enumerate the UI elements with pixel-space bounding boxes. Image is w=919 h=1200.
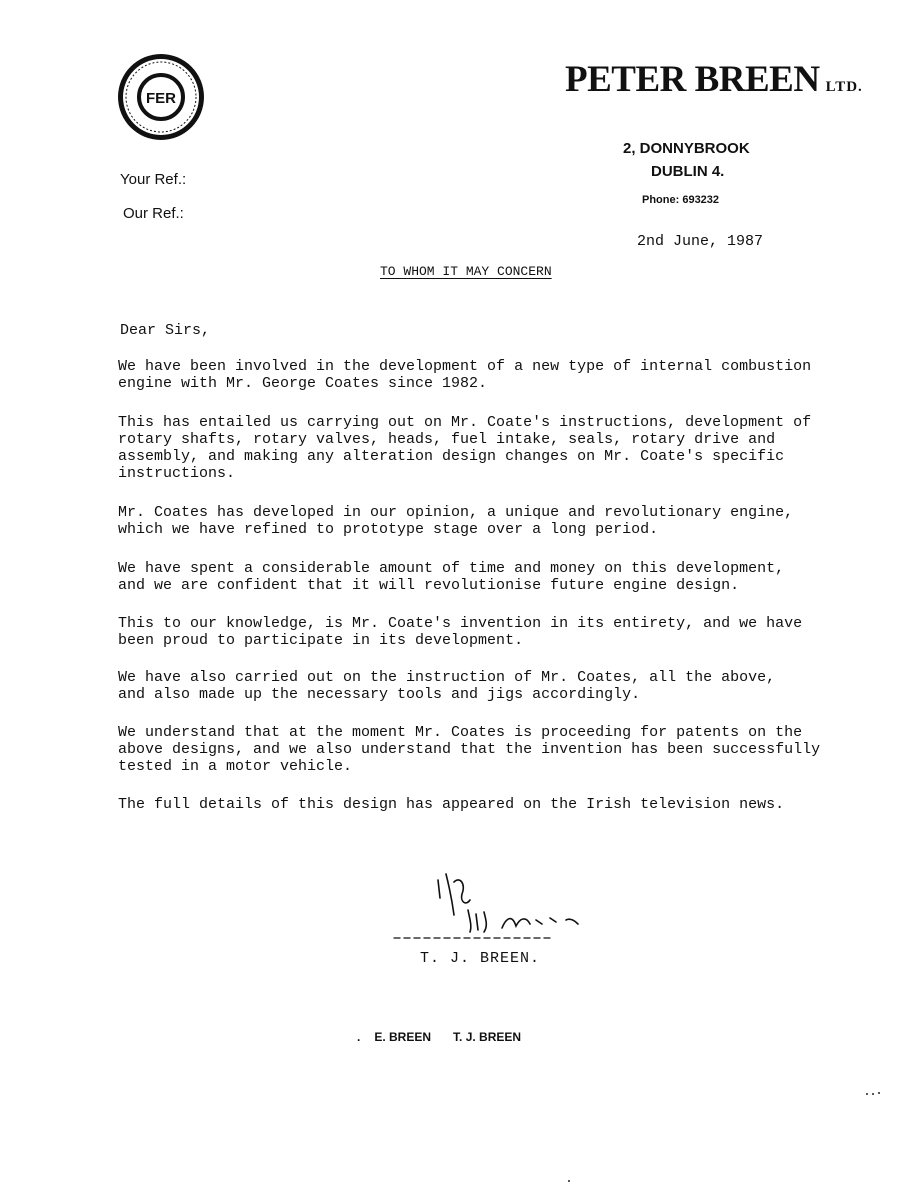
company-suffix: LTD. <box>825 79 863 95</box>
paragraph-4 <box>118 560 784 594</box>
our-ref-label: Our Ref.: <box>123 205 184 222</box>
director-name: T. J. BREEN <box>453 1030 522 1044</box>
scan-speck <box>872 1093 874 1095</box>
paragraph-line: We understand that at the moment Mr. Coates is proceeding for patents on the <box>118 724 803 741</box>
letter-date: 2nd June, 1987 <box>637 233 764 250</box>
paragraph-line: and we are confident that it will revolutionise future engine design. <box>118 577 740 594</box>
paragraph-line: been proud to participate in its development. <box>118 632 524 649</box>
company-name: PETER BREEN LTD. <box>565 59 863 100</box>
paragraph-1 <box>118 358 811 392</box>
paragraph-line: engine with Mr. George Coates since 1982. <box>118 375 488 392</box>
phone-number: Phone: 693232 <box>642 194 720 206</box>
paragraph-line: We have been involved in the development of a new type of internal combustion <box>118 358 812 375</box>
footer-dot: . <box>357 1030 361 1044</box>
svg-text:FER: FER <box>146 90 176 107</box>
paragraph-line: We have also carried out on the instruction of Mr. Coates, all the above, <box>118 669 776 686</box>
scan-speck <box>568 1180 570 1182</box>
paragraph-line: above designs, and we also understand that the invention has been successfully <box>118 741 821 758</box>
director-name: E. BREEN <box>374 1030 432 1044</box>
paragraph-line: This to our knowledge, is Mr. Coate's invention in its entirety, and we have <box>118 615 803 632</box>
paragraph-8 <box>118 796 784 813</box>
address-line-1: 2, DONNYBROOK <box>623 140 750 157</box>
your-ref-label: Your Ref.: <box>120 171 187 188</box>
scan-speck <box>878 1092 880 1094</box>
signer-name: T. J. BREEN. <box>420 950 541 967</box>
scan-speck <box>866 1093 868 1095</box>
paragraph-line: We have spent a considerable amount of time and money on this development, <box>118 560 785 577</box>
paragraph-7 <box>118 724 820 775</box>
paragraph-line: which we have refined to prototype stage over a long period. <box>118 521 659 538</box>
paragraph-line: assembly, and making any alteration design changes on Mr. Coate's specific <box>118 448 785 465</box>
paragraph-line: rotary shafts, rotary valves, heads, fuel intake, seals, rotary drive and <box>118 431 776 448</box>
paragraph-line: Mr. Coates has developed in our opinion, a unique and revolutionary engine, <box>118 504 794 521</box>
paragraph-line: tested in a motor vehicle. <box>118 758 353 775</box>
address-line-2: DUBLIN 4. <box>651 163 725 180</box>
salutation: Dear Sirs, <box>120 322 211 339</box>
paragraph-2 <box>118 414 811 482</box>
paragraph-line: The full details of this design has appeared on the Irish television news. <box>118 796 785 813</box>
handwritten-signature <box>380 870 610 945</box>
paragraph-6 <box>118 669 775 703</box>
paragraph-line: This has entailed us carrying out on Mr. Coate's instructions, development of <box>118 414 812 431</box>
directors-footer <box>357 1030 543 1044</box>
company-seal-logo <box>116 52 206 142</box>
paragraph-5 <box>118 615 802 649</box>
paragraph-line: instructions. <box>118 465 236 482</box>
paragraph-line: and also made up the necessary tools and jigs accordingly. <box>118 686 641 703</box>
paragraph-3 <box>118 504 793 538</box>
letter-heading: TO WHOM IT MAY CONCERN <box>380 264 552 279</box>
